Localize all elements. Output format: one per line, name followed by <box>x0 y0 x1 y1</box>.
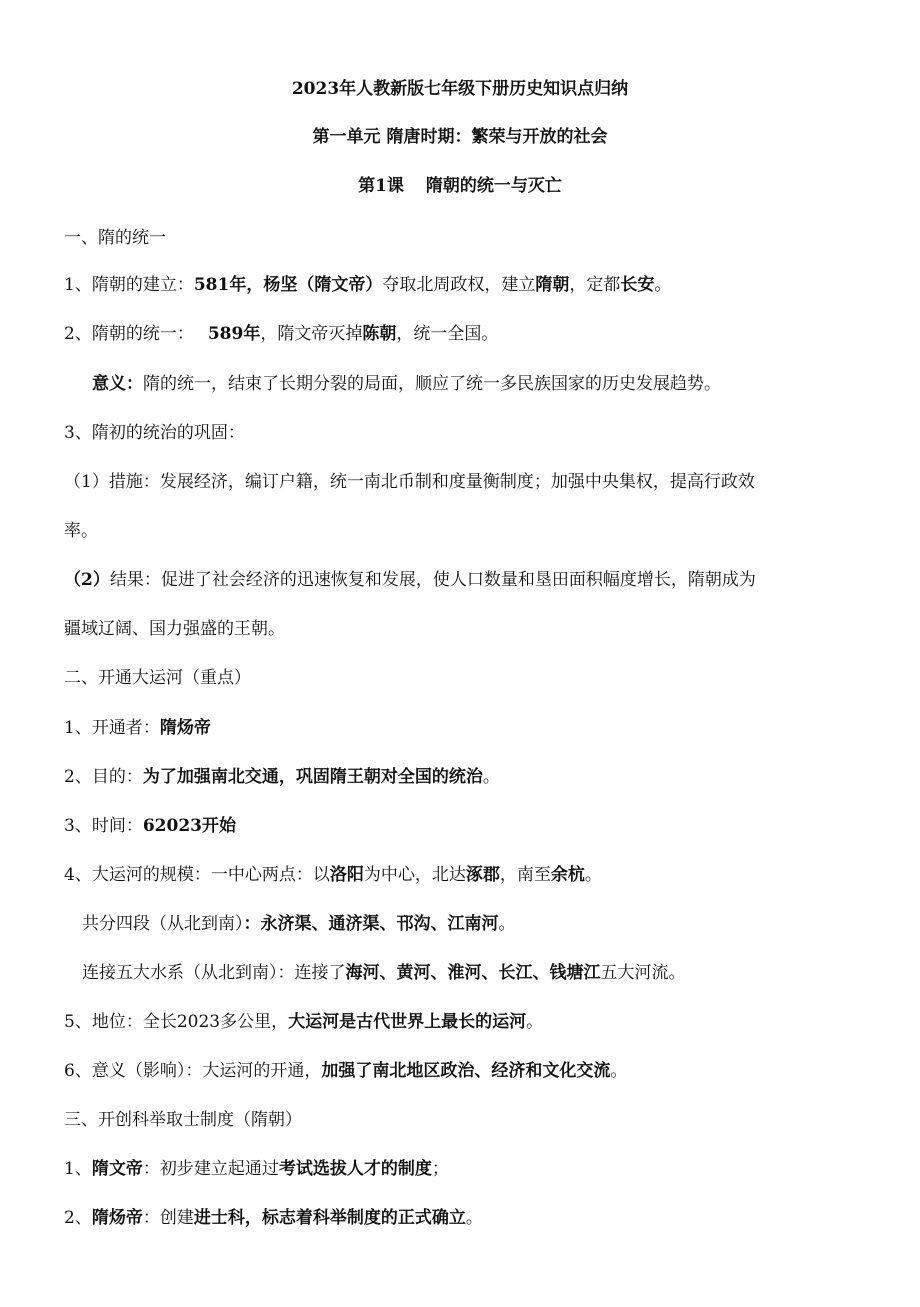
paragraph: 1、隋文帝：初步建立起通过考试选拔人才的制度； <box>64 1159 449 1179</box>
paragraph: 6、意义（影响）：大运河的开通，加强了南北地区政治、经济和文化交流。 <box>64 1061 628 1081</box>
lesson-number: 第1课 <box>358 176 404 196</box>
paragraph-continuation: 疆域辽阔、国力强盛的王朝。 <box>64 619 285 639</box>
paragraph: （1）措施：发展经济，编订户籍，统一南北币制和度量衡制度；加强中央集权，提高行政效 <box>64 472 755 492</box>
paragraph: 5、地位：全长2023多公里，大运河是古代世界上最长的运河。 <box>64 1012 544 1032</box>
unit-title: 第一单元 隋唐时期：繁荣与开放的社会 <box>312 127 608 147</box>
paragraph: 1、开通者：隋炀帝 <box>64 718 211 738</box>
paragraph-significance: 意义：隋的统一，结束了长期分裂的局面，顺应了统一多民族国家的历史发展趋势。 <box>92 374 721 394</box>
paragraph-indented: 共分四段（从北到南）：永济渠、通济渠、邗沟、江南河。 <box>82 914 516 934</box>
paragraph: 2、目的：为了加强南北交通，巩固隋王朝对全国的统治。 <box>64 767 500 787</box>
paragraph: 3、隋初的统治的巩固： <box>64 423 245 443</box>
paragraph-continuation: 率。 <box>64 521 98 541</box>
paragraph: 1、隋朝的建立：581年，杨坚（隋文帝）夺取北周政权，建立隋朝，定都长安。 <box>64 275 672 295</box>
section-heading: 二、开通大运河（重点） <box>64 668 251 688</box>
paragraph: 2、隋朝的统一： 589年，隋文帝灭掉陈朝，统一全国。 <box>64 324 499 344</box>
section-heading: 三、开创科举取士制度（隋朝） <box>64 1110 302 1130</box>
paragraph: （2）结果：促进了社会经济的迅速恢复和发展，使人口数量和垦田面积幅度增长，隋朝成为 <box>64 570 756 590</box>
lesson-name: 隋朝的统一与灭亡 <box>425 176 562 196</box>
paragraph: 4、大运河的规模：一中心两点：以洛阳为中心，北达涿郡，南至余杭。 <box>64 865 602 885</box>
document-title: 2023年人教新版七年级下册历史知识点归纳 <box>291 79 629 99</box>
paragraph: 2、隋炀帝：创建进士科，标志着科举制度的正式确立。 <box>64 1208 483 1228</box>
paragraph-indented: 连接五大水系（从北到南）：连接了海河、黄河、淮河、长江、钱塘江五大河流。 <box>82 963 686 983</box>
paragraph: 3、时间：62023开始 <box>64 816 236 836</box>
lesson-title <box>0 174 920 198</box>
section-heading: 一、隋的统一 <box>64 228 166 248</box>
